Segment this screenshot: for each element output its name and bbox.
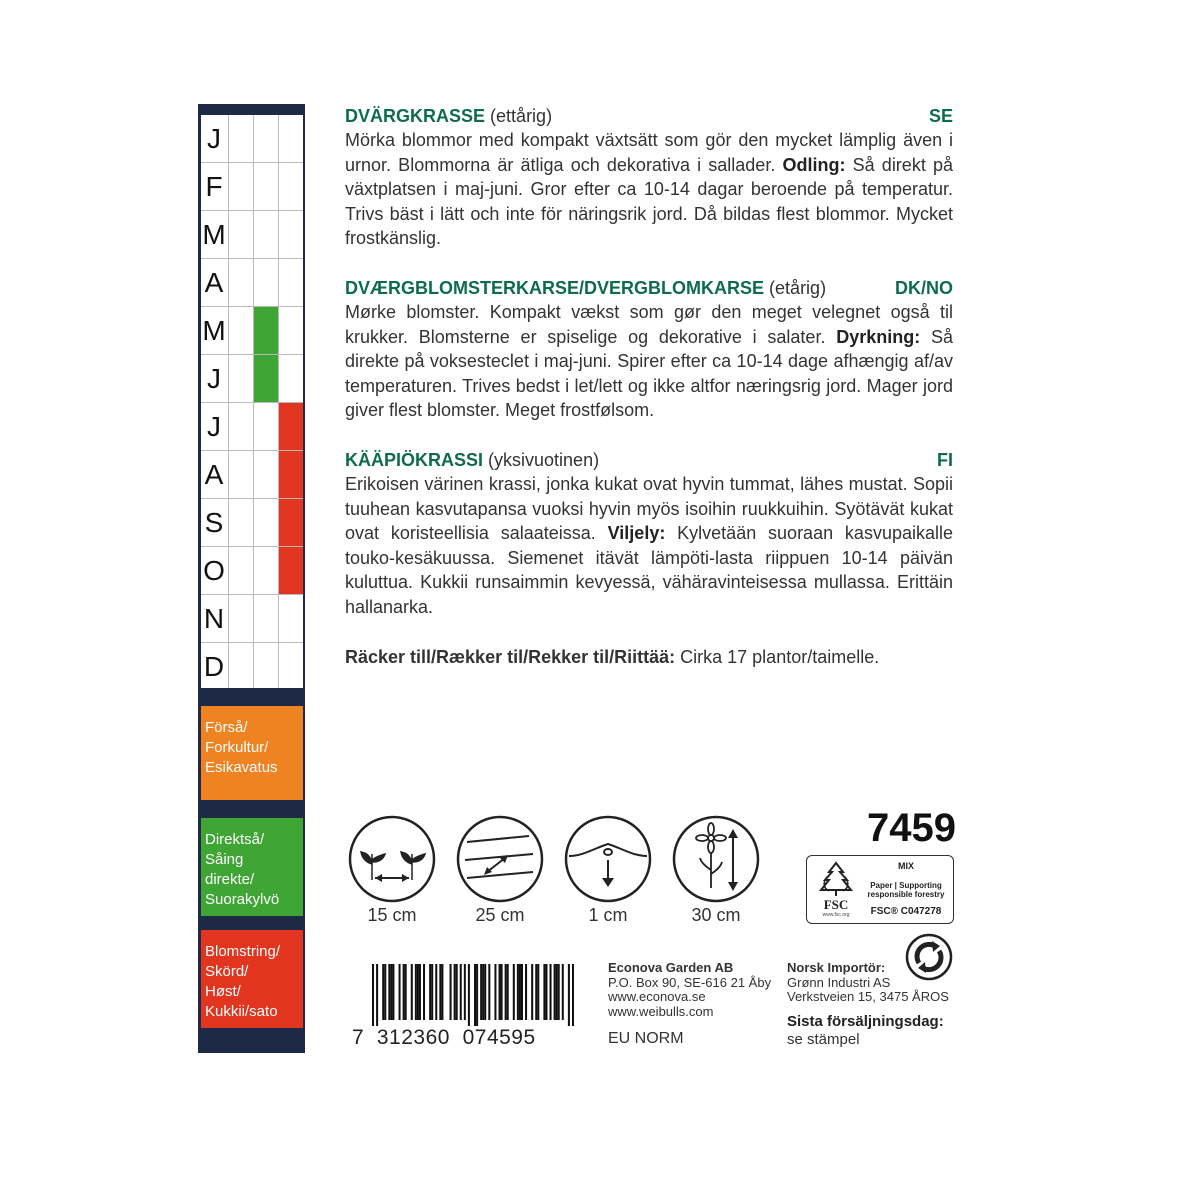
barcode-bar	[521, 964, 523, 1020]
section-se-text-cont: Så direkt på växtplatsen i maj-juni. Gror efter ca 10-14 dagar beroende på temperatur. Trivs bäst i lätt och inte för näringsrik jord. Då bildas flest blommor. Mycket frostkänslig.	[345, 154, 953, 248]
yield-label: Räcker till/Rækker til/Rekker til/Riittää:	[345, 647, 676, 667]
calendar-month-letter: J	[207, 363, 221, 394]
importer-name: Grønn Industri AS	[787, 974, 891, 990]
barcode-bar	[464, 964, 466, 1020]
sowing-calendar	[201, 115, 303, 688]
barcode-bar	[435, 964, 437, 1020]
section-se-text: Mörka blommor med kompakt växtsätt som gör den mycket lämplig även i urnor. Blommorna är ätliga och dekorativa i sallader.	[345, 130, 953, 175]
section-fi-text-cont: Kylvetään suoraan kasvupaikalle touko-kesäkuussa. Siemenet itävät lämpöti-lasta riippuen 10-14 päivän kuluttua. Kukkii runsaimmin kevyessä, vähäravinteisessa mullassa. Erittäin hallanarka.	[345, 523, 953, 617]
calendar-month-row	[201, 403, 303, 451]
section-se-body	[345, 128, 953, 251]
company-block	[608, 961, 783, 1019]
barcode-bar	[484, 964, 486, 1020]
company-address: P.O. Box 90, SE-616 21 Åby	[608, 974, 772, 990]
barcode-bar	[399, 964, 401, 1020]
row-spacing-icon	[453, 812, 547, 906]
barcode-bar	[543, 964, 545, 1020]
fsc-code: FSC® C047278	[870, 906, 942, 917]
barcode-bar	[517, 964, 519, 1020]
last-sale-block	[787, 1013, 944, 1049]
calendar-month-letter: J	[207, 411, 221, 442]
section-dkno-header	[345, 276, 953, 300]
barcode-bar	[480, 964, 482, 1020]
calendar-month-letter: S	[204, 507, 224, 538]
barcode-bar	[554, 964, 556, 1020]
calendar-month-letter: M	[202, 219, 226, 250]
section-fi-header	[345, 448, 953, 472]
barcode-bar	[531, 964, 533, 1020]
barcode-bar	[388, 964, 390, 1020]
section-dkno-bold: Dyrkning:	[836, 326, 921, 347]
calendar-month-row	[201, 355, 303, 403]
section-dkno-code: DK/NO	[895, 278, 953, 298]
section-dkno-text: Mørke blomster. Kompakt vækst som gør den meget velegnet også til krukker. Blomsterne er spiselige og dekorative i salater.	[345, 302, 953, 347]
barcode	[372, 964, 574, 1026]
barcode-bar	[456, 964, 458, 1020]
last-sale-label: Sista försäljningsdag:	[787, 1013, 944, 1030]
barcode-bar	[384, 964, 386, 1020]
calendar-month-letter: M	[202, 315, 226, 346]
barcode-bar	[558, 964, 560, 1020]
barcode-bar	[507, 964, 509, 1020]
legend-bloom	[201, 930, 303, 1028]
barcode-bar	[482, 964, 484, 1020]
importer-label: Norsk Importör:	[787, 960, 886, 975]
barcode-bar	[390, 964, 392, 1020]
calendar-month-row	[201, 451, 303, 499]
importer-address: Verkstveien 15, 3475 ÅROS	[787, 989, 949, 1004]
section-fi-body	[345, 472, 953, 619]
barcode-bar	[417, 964, 419, 1020]
calendar-month-row	[201, 211, 303, 259]
section-fi-title: KÄÄPIÖKRASSI	[345, 450, 484, 470]
barcode-bar	[392, 964, 394, 1020]
section-se	[345, 104, 953, 251]
barcode-bar	[372, 964, 374, 1026]
barcode-bar	[382, 964, 384, 1020]
article-number: 7459	[867, 806, 956, 850]
calendar-month-letter: A	[204, 267, 224, 298]
barcode-bar	[572, 964, 574, 1026]
legend-direct-sow-label: Direktså/ Såing direkte/ Suorakylvö	[205, 831, 280, 908]
barcode-bar	[476, 964, 478, 1026]
fsc-line1: Paper | Supporting	[870, 881, 942, 890]
calendar-month-letter: D	[203, 651, 225, 682]
barcode-bar	[419, 964, 421, 1020]
section-se-title: DVÄRGKRASSE	[345, 106, 486, 126]
calendar-month-row	[201, 163, 303, 211]
calendar-month-row	[201, 259, 303, 307]
section-dkno-title: DVÆRGBLOMSTERKARSE/DVERGBLOMKARSE	[345, 278, 765, 298]
section-fi-text: Erikoisen värinen krassi, jonka kukat ovat hyvin tummat, lähes mustat. Sopii tuuhean kasvutapansa vuoksi hyvin myös isoihin ruukkuihin. Syötävät kukat ovat koristeellisia salaateissa.	[345, 474, 953, 543]
section-se-subtitle: (ettårig)	[490, 106, 553, 126]
barcode-bar	[411, 964, 413, 1020]
plant-spacing-icon	[345, 812, 439, 906]
calendar-month-row	[201, 547, 303, 595]
fsc-logo-text: FSC	[823, 897, 849, 912]
section-dkno-text-cont: Så direkte på voksesteclet i maj-juni. Spirer efter ca 10-14 dage afhængig af/av temperaturen. Trives bedst i let/lett og ikke altfor næringsrig jord. Mager jord giver flest blomster. Meget frostfølsom.	[345, 326, 953, 420]
barcode-bar	[535, 964, 537, 1020]
section-se-bold: Odling:	[782, 154, 846, 175]
barcode-bar	[494, 964, 496, 1020]
section-dkno-body	[345, 300, 953, 423]
calendar-month-row	[201, 595, 303, 643]
company-web1: www.econova.se	[608, 989, 706, 1004]
calendar-month-row	[201, 643, 303, 691]
barcode-bar	[441, 964, 443, 1020]
calendar-month-letter: J	[207, 123, 221, 154]
section-dkno-subtitle: (etårig)	[769, 278, 827, 298]
last-sale-value: se stämpel	[787, 1031, 860, 1048]
plant-spacing-label: 15 cm	[367, 905, 417, 925]
barcode-bar	[562, 964, 564, 1020]
calendar-month-letter: A	[204, 459, 224, 490]
barcode-bar	[568, 964, 570, 1026]
company-name: Econova Garden AB	[608, 960, 734, 975]
barcode-bar	[499, 964, 501, 1020]
barcode-bar	[450, 964, 452, 1020]
barcode-bar	[403, 964, 405, 1020]
barcode-bar	[454, 964, 456, 1020]
barcode-bar	[460, 964, 462, 1020]
section-dkno	[345, 276, 953, 423]
fsc-url: www.fsc.org	[822, 912, 850, 918]
barcode-bar	[429, 964, 431, 1020]
barcode-bar	[537, 964, 539, 1020]
section-fi	[345, 448, 953, 619]
barcode-bar	[474, 964, 476, 1026]
barcode-bar	[488, 964, 490, 1020]
fsc-label	[806, 855, 954, 924]
calendar-month-letter: N	[203, 603, 225, 634]
calendar-month-letter: O	[203, 555, 225, 586]
barcode-bar	[505, 964, 507, 1020]
section-se-header	[345, 104, 953, 128]
barcode-bar	[423, 964, 425, 1020]
recycle-icon	[905, 933, 953, 981]
barcode-bar	[525, 964, 527, 1020]
barcode-bar	[415, 964, 417, 1020]
yield-line	[345, 645, 953, 670]
calendar-month-letter: F	[205, 171, 223, 202]
company-web2: www.weibulls.com	[608, 1003, 714, 1019]
section-fi-subtitle: (yksivuotinen)	[488, 450, 600, 470]
calendar-month-row	[201, 499, 303, 547]
barcode-bar	[519, 964, 521, 1020]
plant-height-label: 30 cm	[691, 905, 741, 925]
barcode-bar	[501, 964, 503, 1020]
section-fi-bold: Viljely:	[607, 523, 666, 543]
section-fi-code: FI	[937, 450, 953, 470]
barcode-bar	[468, 964, 470, 1026]
barcode-bar	[513, 964, 515, 1020]
section-se-code: SE	[928, 106, 953, 126]
row-spacing-label: 25 cm	[475, 905, 525, 925]
legend-bloom-label: Blomstring/ Skörd/ Høst/ Kukkii/sato	[205, 943, 281, 1020]
legend-presow	[201, 706, 303, 800]
plant-height-icon	[669, 812, 763, 906]
sowing-depth-label: 1 cm	[588, 905, 628, 925]
legend-presow-label: Förså/ Forkultur/ Esikavatus	[205, 719, 278, 776]
barcode-bar	[405, 964, 407, 1020]
barcode-bar	[550, 964, 552, 1020]
yield-value: Cirka 17 plantor/taimelle.	[675, 647, 880, 667]
calendar-month-row	[201, 307, 303, 355]
legend-direct-sow	[201, 818, 303, 916]
calendar-month-row	[201, 115, 303, 163]
sowing-depth-icon	[561, 812, 655, 906]
barcode-bar	[545, 964, 547, 1020]
barcode-digits: 7 312360 074595	[352, 1026, 536, 1049]
barcode-bar	[556, 964, 558, 1020]
eu-norm: EU NORM	[608, 1030, 684, 1047]
barcode-bar	[431, 964, 433, 1020]
barcode-bar	[376, 964, 378, 1026]
fsc-mix: MIX	[897, 861, 914, 871]
fsc-line2: responsible forestry	[867, 890, 945, 899]
barcode-bar	[439, 964, 441, 1020]
